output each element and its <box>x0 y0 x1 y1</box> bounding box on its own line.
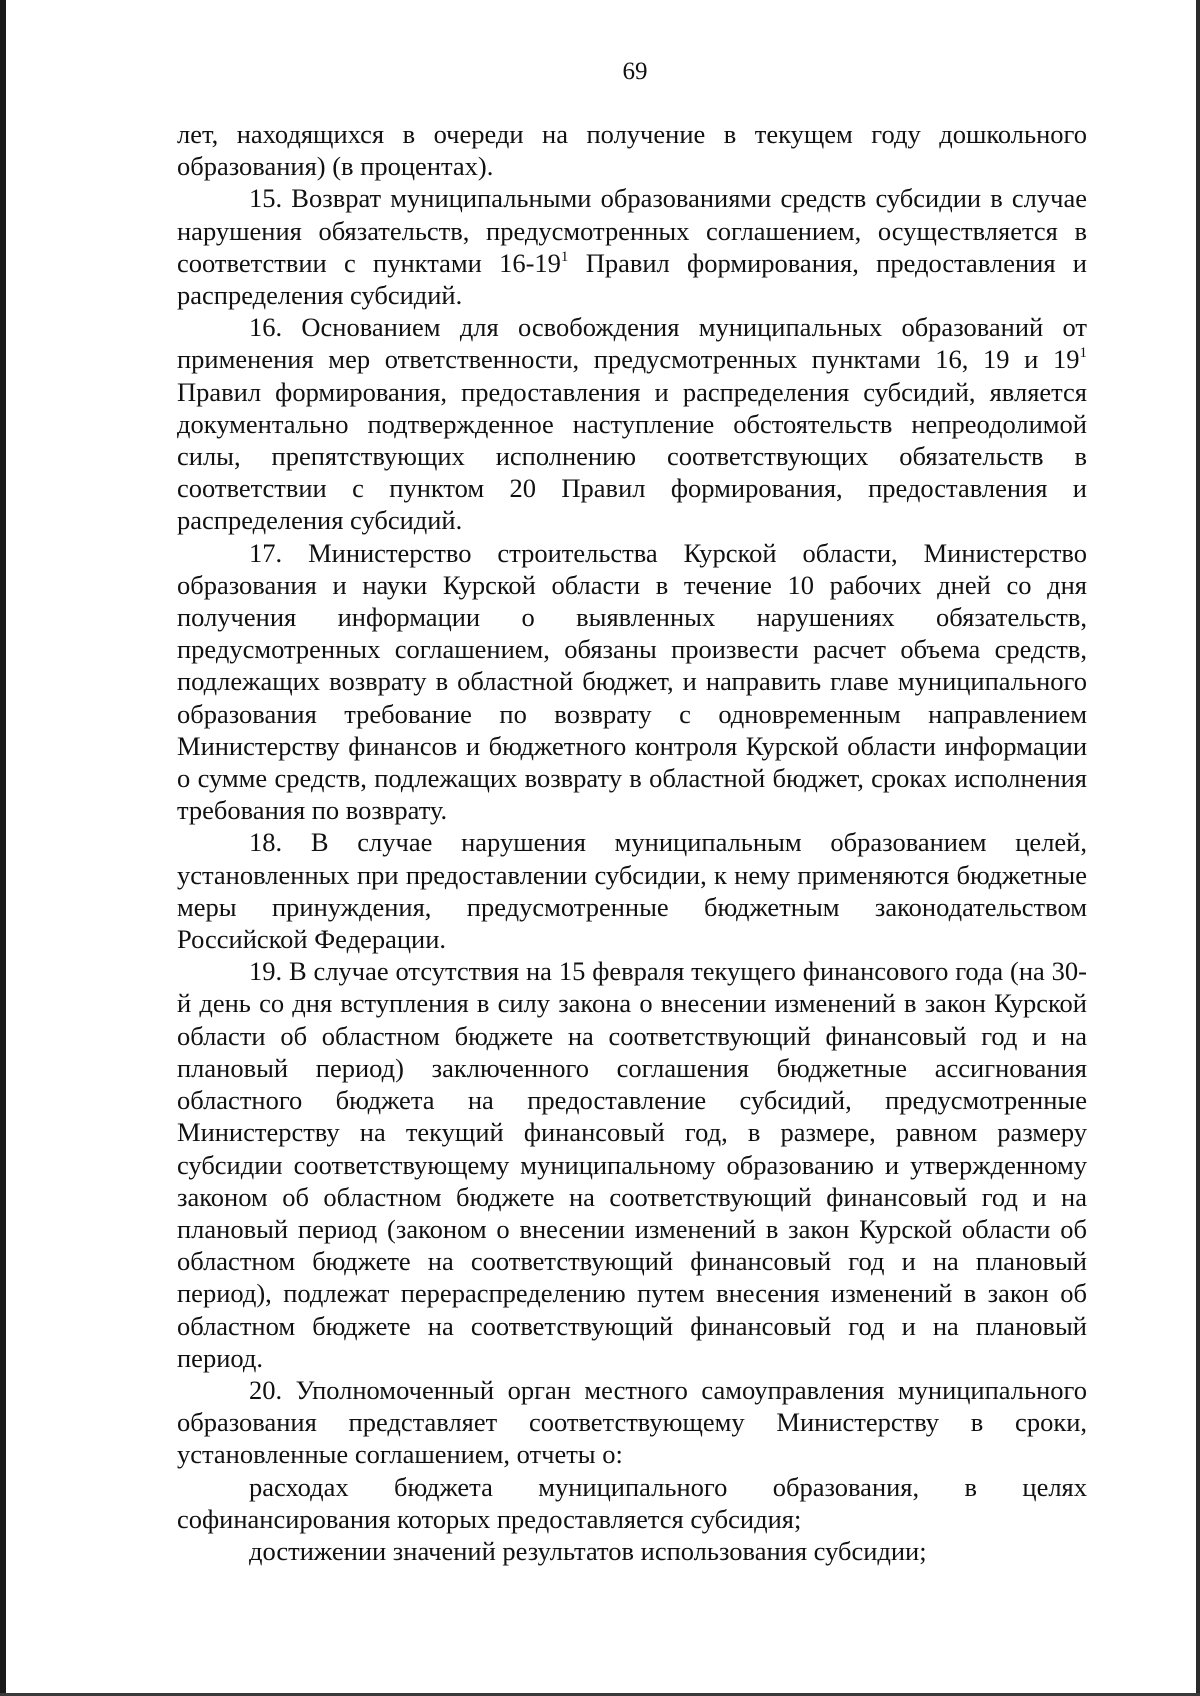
paragraph-text: Правил формирования, предоставления и распределения субсидий. <box>177 247 1087 311</box>
paragraph-18 <box>177 826 1087 955</box>
paragraph-text: 20. Уполномоченный орган местного самоуправления муниципального образования представляет соответствующему Министерству в сроки, установленные соглашением, отчеты о: <box>177 1374 1087 1470</box>
document-body <box>177 118 1087 1567</box>
paragraph-17 <box>177 537 1087 827</box>
paragraph-text: 17. Министерство строительства Курской области, Министерство образования и науки Курской области в течение 10 рабочих дней со дня получения информации о выявленных нарушениях обязательств, предусмотренных соглашением, обязаны произвести расчет объема средств, подлежащих возврату в областной бюджет, и направить главе муниципального образования требование по возврату с одновременным направлением Министерству финансов и бюджетного контроля Курской области информации о сумме средств, подлежащих возврату в областной бюджет, сроках исполнения требования по возврату. <box>177 537 1087 826</box>
paragraph-text: расходах бюджета муниципального образования, в целях софинансирования которых предоставляется субсидия; <box>177 1471 1087 1534</box>
paragraph-text: достижении значений результатов использования субсидии; <box>249 1535 927 1566</box>
paragraph-15 <box>177 182 1087 311</box>
paragraph-text: 16. Основанием для освобождения муниципальных образований от применения мер ответственности, предусмотренных пунктами 16, 19 и 19 <box>177 312 1087 375</box>
paragraph-text: лет, находящихся в очереди на получение в текущем году дошкольного образования) (в процентах). <box>177 119 1087 182</box>
scan-left-edge <box>0 0 6 1696</box>
superscript: 1 <box>560 248 569 265</box>
paragraph-19 <box>177 955 1087 1374</box>
paragraph-continuation <box>177 118 1087 182</box>
superscript: 1 <box>1079 345 1087 362</box>
paragraph-text: Правил формирования, предоставления и распределения субсидий, является документально подтвержденное наступление обстоятельств непреодолимой силы, препятствующих исполнению соответствующих обязательств в соответствии с пунктом 20 Правил формирования, предоставления и распределения субсидий. <box>177 376 1087 536</box>
paragraph-text: 15. Возврат муниципальными образованиями средств субсидии в случае нарушения обязательств, предусмотренных соглашением, осуществляется в соответствии с пунктами 16-19 <box>177 183 1087 278</box>
paragraph-text: 19. В случае отсутствия на 15 февраля текущего финансового года (на 30-й день со дня вступления в силу закона о внесении изменений в закон Курской области об областном бюджете на соответствующий финансовый год и на плановый период) заключенного соглашения бюджетные ассигнования областного бюджета на предоставление субсидий, предусмотренные Министерству на текущий финансовый год, в размере, равном размеру субсидии соответствующему муниципальному образованию и утвержденному законом об областном бюджете на соответствующий финансовый год и на плановый период (законом о внесении изменений в закон Курской области об областном бюджете на соответствующий финансовый год и на плановый период), подлежат перераспределению путем внесения изменений в закон об областном бюджете на соответствующий финансовый год и на плановый период. <box>177 956 1087 1373</box>
scan-right-edge <box>1196 0 1200 1696</box>
paragraph-text: 18. В случае нарушения муниципальным образованием целей, установленных при предоставлении субсидии, к нему применяются бюджетные меры принуждения, предусмотренные бюджетным законодательством Российской Федерации. <box>177 827 1087 955</box>
paragraph-20 <box>177 1374 1087 1471</box>
paragraph-report-expenses <box>177 1471 1087 1535</box>
paragraph-16 <box>177 311 1087 536</box>
page-number: 69 <box>622 58 648 85</box>
paragraph-report-results <box>177 1535 1087 1567</box>
